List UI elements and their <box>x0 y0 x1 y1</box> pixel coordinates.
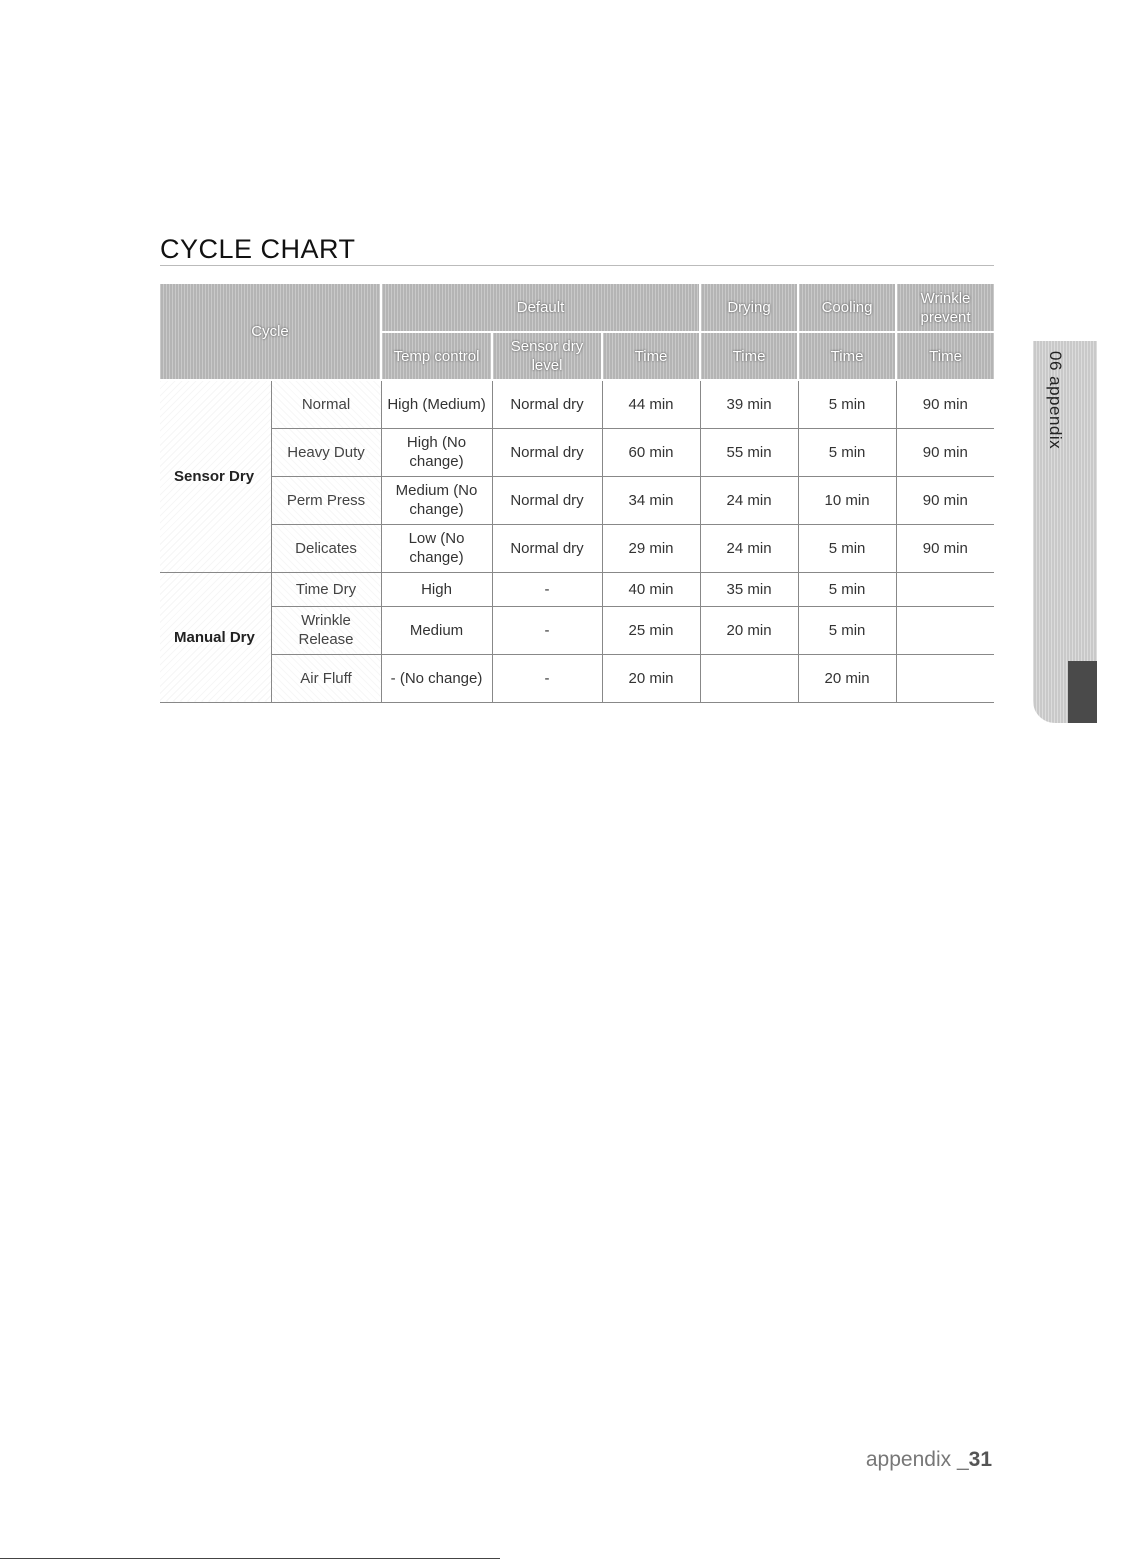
wrinkle-cell: 90 min <box>896 524 994 572</box>
drying-cell: 35 min <box>700 572 798 606</box>
header-temp-control: Temp control <box>381 332 492 380</box>
header-drying: Drying <box>700 284 798 332</box>
header-default: Default <box>381 284 700 332</box>
temp-cell: Medium (No change) <box>381 476 492 524</box>
header-drying-time: Time <box>700 332 798 380</box>
cooling-cell: 5 min <box>798 606 896 654</box>
temp-cell: High (Medium) <box>381 380 492 428</box>
wrinkle-cell <box>896 606 994 654</box>
table-row <box>160 572 994 606</box>
group-sensor-dry: Sensor Dry <box>160 380 271 572</box>
drying-cell: 55 min <box>700 428 798 476</box>
level-cell: - <box>492 654 602 702</box>
table-row <box>160 524 994 572</box>
wrinkle-cell: 90 min <box>896 380 994 428</box>
time-cell: 25 min <box>602 606 700 654</box>
section-tab <box>1033 341 1097 723</box>
time-cell: 44 min <box>602 380 700 428</box>
temp-cell: Medium <box>381 606 492 654</box>
group-manual-dry: Manual Dry <box>160 572 271 702</box>
wrinkle-cell <box>896 572 994 606</box>
time-cell: 60 min <box>602 428 700 476</box>
cycle-cell: Time Dry <box>271 572 381 606</box>
footer-label: appendix _ <box>865 1448 969 1471</box>
level-cell: - <box>492 606 602 654</box>
drying-cell: 20 min <box>700 606 798 654</box>
cooling-cell: 10 min <box>798 476 896 524</box>
bottom-divider <box>0 1558 500 1559</box>
section-tab-marker <box>1068 661 1097 723</box>
drying-cell: 24 min <box>700 476 798 524</box>
table-row <box>160 606 994 654</box>
cycle-chart-table <box>160 284 994 703</box>
temp-cell: High <box>381 572 492 606</box>
table-row <box>160 380 994 428</box>
cycle-cell: Delicates <box>271 524 381 572</box>
page-title: CYCLE CHART <box>160 234 356 264</box>
level-cell: Normal dry <box>492 524 602 572</box>
wrinkle-cell: 90 min <box>896 476 994 524</box>
header-cycle: Cycle <box>160 284 381 380</box>
time-cell: 29 min <box>602 524 700 572</box>
cooling-cell: 5 min <box>798 380 896 428</box>
header-sensor-dry-level: Sensor dry level <box>492 332 602 380</box>
section-tab-label: 06 appendix <box>1046 351 1065 450</box>
title-divider <box>160 265 994 266</box>
level-cell: Normal dry <box>492 428 602 476</box>
level-cell: Normal dry <box>492 476 602 524</box>
page-footer <box>866 1448 992 1472</box>
cycle-cell: Normal <box>271 380 381 428</box>
cycle-cell: Air Fluff <box>271 654 381 702</box>
table-row <box>160 476 994 524</box>
temp-cell: High (No change) <box>381 428 492 476</box>
drying-cell: 39 min <box>700 380 798 428</box>
table-row <box>160 654 994 702</box>
header-wrinkle-prevent: Wrinkle prevent <box>896 284 994 332</box>
time-cell: 40 min <box>602 572 700 606</box>
temp-cell: Low (No change) <box>381 524 492 572</box>
temp-cell: - (No change) <box>381 654 492 702</box>
time-cell: 34 min <box>602 476 700 524</box>
wrinkle-cell: 90 min <box>896 428 994 476</box>
time-cell: 20 min <box>602 654 700 702</box>
level-cell: - <box>492 572 602 606</box>
page-number: 31 <box>968 1448 992 1471</box>
header-wrinkle-time: Time <box>896 332 994 380</box>
header-default-time: Time <box>602 332 700 380</box>
cycle-cell: Heavy Duty <box>271 428 381 476</box>
cooling-cell: 5 min <box>798 572 896 606</box>
header-cooling-time: Time <box>798 332 896 380</box>
cooling-cell: 5 min <box>798 524 896 572</box>
table-body <box>160 380 994 702</box>
cycle-cell: Perm Press <box>271 476 381 524</box>
level-cell: Normal dry <box>492 380 602 428</box>
drying-cell <box>700 654 798 702</box>
header-cooling: Cooling <box>798 284 896 332</box>
cooling-cell: 5 min <box>798 428 896 476</box>
drying-cell: 24 min <box>700 524 798 572</box>
table-header <box>160 284 994 380</box>
cooling-cell: 20 min <box>798 654 896 702</box>
wrinkle-cell <box>896 654 994 702</box>
table-row <box>160 428 994 476</box>
cycle-cell: Wrinkle Release <box>271 606 381 654</box>
